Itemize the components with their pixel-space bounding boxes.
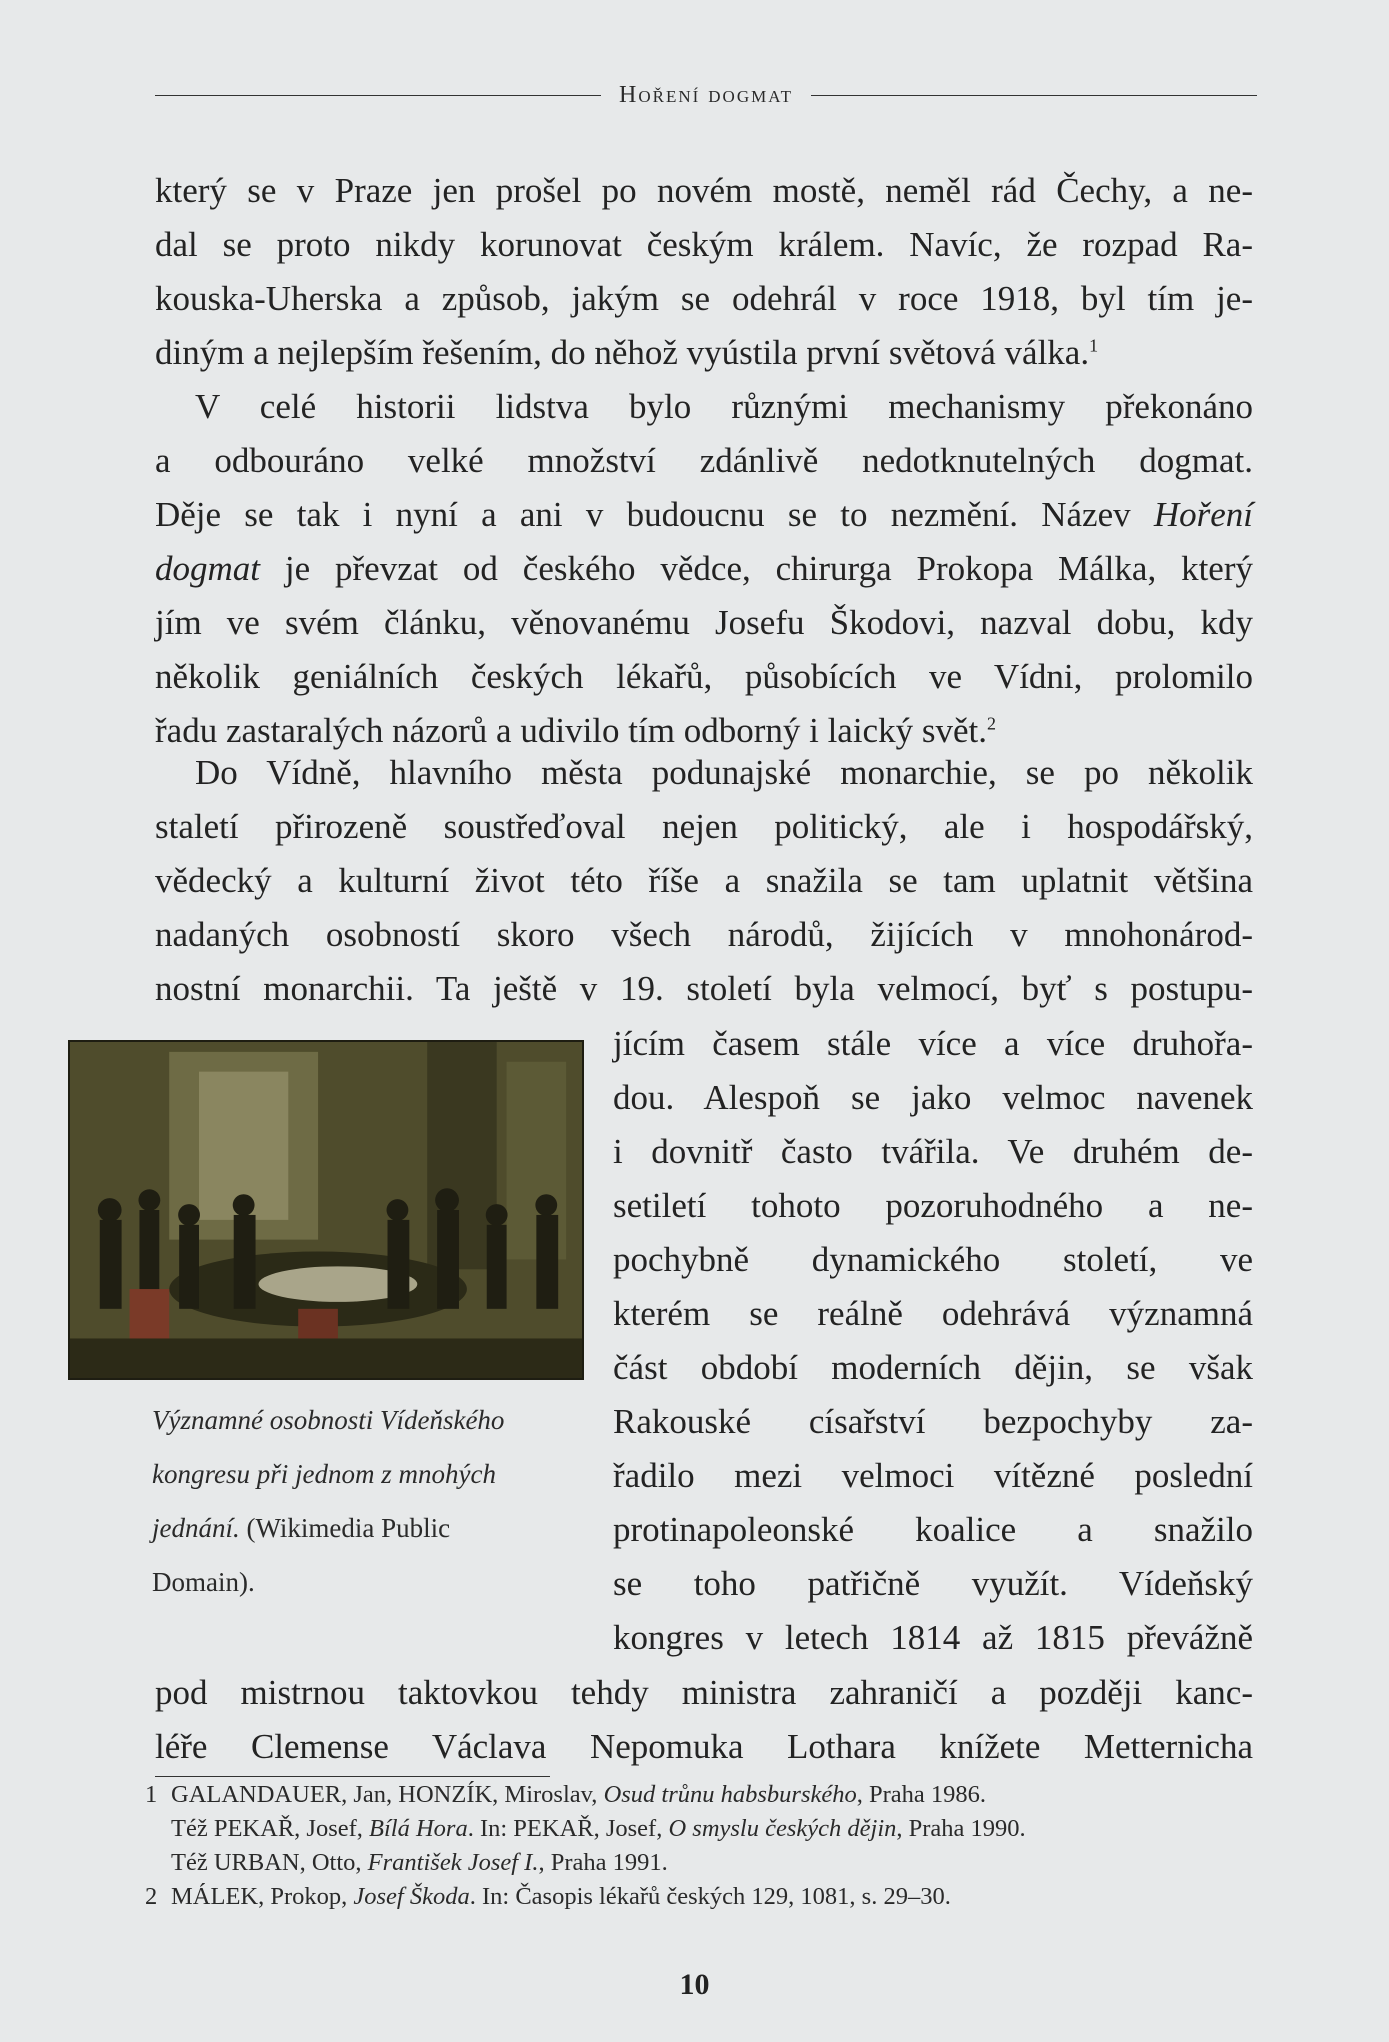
text-line: a odbouráno velké množství zdánlivě nedotknutelných dogmat. <box>155 441 1253 480</box>
paragraph-1 <box>155 164 1253 380</box>
paragraph-3-narrow-column <box>613 1017 1253 1665</box>
text-line: jícím časem stále více a více druhořa- <box>613 1024 1253 1063</box>
text-line: i dovnitř často tvářila. Ve druhém de- <box>613 1132 1253 1171</box>
engraving-image <box>70 1042 582 1378</box>
paragraph-2 <box>155 380 1253 758</box>
text-line: pochybně dynamického století, ve <box>613 1240 1253 1279</box>
text-line: dou. Alespoň se jako velmoc navenek <box>613 1078 1253 1117</box>
footnote-number: 1 <box>145 1781 158 1808</box>
footnotes <box>145 1778 1255 1914</box>
footnote-1: 1 GALANDAUER, Jan, HONZÍK, Miroslav, Osud trůnu habsburského, Praha 1986. <box>145 1778 1255 1812</box>
caption-line: Významné osobnosti Vídeňského <box>152 1405 505 1435</box>
text-line: V celé historii lidstva bylo různými mechanismy překonáno <box>195 387 1253 426</box>
caption-line: Domain). <box>152 1567 255 1597</box>
text-line: jím ve svém článku, věnovanému Josefu Škodovi, nazval dobu, kdy <box>155 603 1253 642</box>
congress-of-vienna-illustration <box>68 1040 584 1380</box>
header-rule-right <box>811 95 1257 96</box>
footnote-1-cont: Též PEKAŘ, Josef, Bílá Hora. In: PEKAŘ, Josef, O smyslu českých dějin, Praha 1990. <box>171 1815 1026 1842</box>
text-line: kongres v letech 1814 až 1815 převážně <box>613 1618 1253 1657</box>
footnote-separator <box>155 1776 550 1777</box>
text-line: pod mistrnou taktovkou tehdy ministra zahraničí a později kanc- <box>155 1673 1253 1712</box>
text-line: setiletí tohoto pozoruhodného a ne- <box>613 1186 1253 1225</box>
text-line: staletí přirozeně soustřeďoval nejen politický, ale i hospodářský, <box>155 807 1253 846</box>
text-line: kterém se reálně odehrává významná <box>613 1294 1253 1333</box>
paragraph-3-continued <box>155 1666 1253 1774</box>
text-line: vědecký a kulturní život této říše a snažila se tam uplatnit většina <box>155 861 1253 900</box>
title-italic: Hoření <box>1153 495 1253 534</box>
running-header <box>155 78 1257 112</box>
text-line: Rakouské císařství bezpochyby za- <box>613 1402 1253 1441</box>
footnote-1-cont: Též URBAN, Otto, František Josef I., Praha 1991. <box>171 1849 668 1876</box>
text-line: nadaných osobností skoro všech národů, žijících v mnohonárod- <box>155 915 1253 954</box>
footnote-ref: 2 <box>986 713 996 734</box>
text-line: který se v Praze jen prošel po novém mostě, neměl rád Čechy, a ne- <box>155 171 1253 210</box>
text-line: nostní monarchii. Ta ještě v 19. století byla velmocí, byť s postupu- <box>155 969 1253 1008</box>
text-line: dal se proto nikdy korunovat českým králem. Navíc, že rozpad Ra- <box>155 225 1253 264</box>
text-line: protinapoleonské koalice a snažilo <box>613 1510 1253 1549</box>
footnote-number: 2 <box>145 1883 158 1910</box>
figure-caption <box>152 1393 582 1609</box>
text-line: diným a nejlepším řešením, do něhož vyústila první světová válka.$^1$ <box>155 333 1099 372</box>
text-line: několik geniálních českých lékařů, působících ve Vídni, prolomilo <box>155 657 1253 696</box>
caption-line: kongresu při jednom z mnohých <box>152 1459 496 1489</box>
text-line: řadilo mezi velmoci vítězné poslední <box>613 1456 1253 1495</box>
text-line: řadu zastaralých názorů a udivilo tím odborný i laický svět.$^2$ <box>155 711 996 750</box>
text-line: kouska-Uherska a způsob, jakým se odehrál v roce 1918, byl tím je- <box>155 279 1253 318</box>
page-number: 10 <box>679 1968 710 2001</box>
header-rule-left <box>155 95 601 96</box>
footnote-ref: 1 <box>1089 335 1099 356</box>
text-line: část období moderních dějin, se však <box>613 1348 1253 1387</box>
text-line: Děje se tak i nyní a ani v budoucnu se to nezmění. Název Hoření <box>155 495 1253 534</box>
text-line: dogmat je převzat od českého vědce, chirurga Prokopa Málka, který <box>155 549 1253 588</box>
text-line: Do Vídně, hlavního města podunajské monarchie, se po několik <box>195 753 1253 792</box>
text-line: se toho patřičně využít. Vídeňský <box>613 1564 1253 1603</box>
title-italic: dogmat <box>155 549 260 588</box>
footnote-2: 2 MÁLEK, Prokop, Josef Škoda. In: Časopis lékařů českých 129, 1081, s. 29–30. <box>145 1880 1255 1914</box>
caption-line: jednání. (Wikimedia Public <box>152 1513 451 1543</box>
paragraph-3 <box>155 746 1253 1016</box>
running-header-title: Hoření dogmat <box>619 81 793 108</box>
text-line: léře Clemense Václava Nepomuka Lothara knížete Metternicha <box>155 1727 1253 1766</box>
